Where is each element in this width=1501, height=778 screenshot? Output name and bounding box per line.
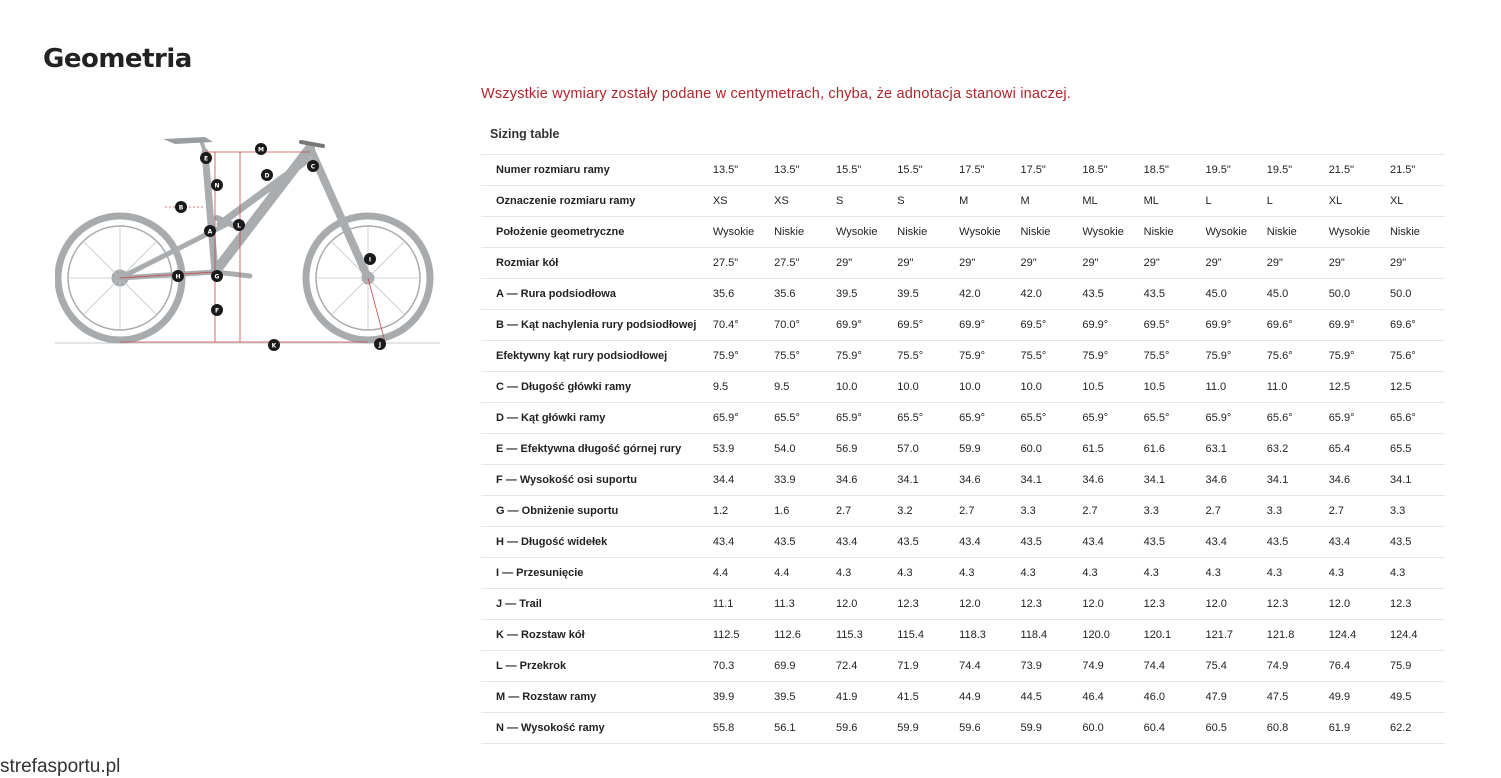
table-cell: 2.7 [829, 496, 890, 527]
table-cell: 12.5 [1322, 372, 1383, 403]
table-cell: 63.2 [1260, 434, 1322, 465]
table-cell: 65.9° [952, 403, 1013, 434]
table-cell: 69.9° [1075, 310, 1136, 341]
table-row [481, 434, 1445, 465]
table-cell: 39.9 [706, 682, 767, 713]
table-cell: 63.1 [1199, 434, 1260, 465]
table-row [481, 372, 1445, 403]
table-cell: 43.5 [1137, 527, 1199, 558]
table-cell: 50.0 [1322, 279, 1383, 310]
table-cell: 60.0 [1075, 713, 1136, 744]
row-label: Numer rozmiaru ramy [481, 155, 706, 186]
table-cell: 12.5 [1383, 372, 1445, 403]
table-cell: 50.0 [1383, 279, 1445, 310]
table-cell: 55.8 [706, 713, 767, 744]
table-cell: Wysokie [1322, 217, 1383, 248]
table-cell: 49.5 [1383, 682, 1445, 713]
table-cell: 73.9 [1013, 651, 1075, 682]
table-cell: 43.4 [1075, 527, 1136, 558]
table-cell: 70.4° [706, 310, 767, 341]
table-cell: 11.0 [1199, 372, 1260, 403]
table-cell: 59.9 [1013, 713, 1075, 744]
table-cell: 75.9° [1322, 341, 1383, 372]
table-cell: 61.5 [1075, 434, 1136, 465]
table-cell: 15.5" [890, 155, 952, 186]
table-cell: 3.3 [1260, 496, 1322, 527]
table-cell: 65.4 [1322, 434, 1383, 465]
table-cell: 9.5 [706, 372, 767, 403]
table-row [481, 558, 1445, 589]
table-cell: 65.6° [1383, 403, 1445, 434]
table-cell: 44.9 [952, 682, 1013, 713]
table-cell: 57.0 [890, 434, 952, 465]
table-cell: 70.0° [767, 310, 829, 341]
table-row [481, 341, 1445, 372]
table-cell: 12.0 [952, 589, 1013, 620]
table-cell: 27.5" [767, 248, 829, 279]
table-cell: 120.0 [1075, 620, 1136, 651]
table-cell: 74.9 [1260, 651, 1322, 682]
table-cell: 35.6 [706, 279, 767, 310]
table-cell: 3.3 [1383, 496, 1445, 527]
table-cell: 41.5 [890, 682, 952, 713]
table-cell: 112.5 [706, 620, 767, 651]
table-cell: 61.9 [1322, 713, 1383, 744]
row-label: I — Przesunięcie [481, 558, 706, 589]
units-note: Wszystkie wymiary zostały podane w centymetrach, chyba, że adnotacja stanowi inaczej. [481, 86, 1071, 102]
table-cell: 69.5° [1013, 310, 1075, 341]
watermark: strefasportu.pl [0, 756, 121, 777]
row-label: E — Efektywna długość górnej rury [481, 434, 706, 465]
table-row [481, 279, 1445, 310]
table-row [481, 465, 1445, 496]
row-label: J — Trail [481, 589, 706, 620]
label-j-marker: J [378, 341, 382, 349]
table-cell: 65.9° [706, 403, 767, 434]
table-cell: 34.1 [1260, 465, 1322, 496]
table-cell: 44.5 [1013, 682, 1075, 713]
table-cell: Wysokie [952, 217, 1013, 248]
table-cell: XS [706, 186, 767, 217]
table-cell: 2.7 [952, 496, 1013, 527]
table-cell: Niskie [767, 217, 829, 248]
table-cell: 59.9 [890, 713, 952, 744]
table-row [481, 248, 1445, 279]
table-cell: 29" [1013, 248, 1075, 279]
table-row [481, 496, 1445, 527]
sizing-table-panel[interactable] [481, 120, 1445, 750]
table-cell: 4.3 [829, 558, 890, 589]
table-cell: 75.6° [1260, 341, 1322, 372]
table-cell: 4.4 [767, 558, 829, 589]
table-cell: 19.5" [1260, 155, 1322, 186]
table-cell: 29" [1260, 248, 1322, 279]
table-cell: 43.5 [1137, 279, 1199, 310]
row-label: D — Kąt główki ramy [481, 403, 706, 434]
table-cell: 120.1 [1137, 620, 1199, 651]
table-cell: 61.6 [1137, 434, 1199, 465]
table-cell: 34.1 [1013, 465, 1075, 496]
table-cell: 69.5° [1137, 310, 1199, 341]
table-row [481, 527, 1445, 558]
row-label: Oznaczenie rozmiaru ramy [481, 186, 706, 217]
table-cell: 118.3 [952, 620, 1013, 651]
table-cell: 2.7 [1075, 496, 1136, 527]
table-cell: 1.2 [706, 496, 767, 527]
table-cell: 121.8 [1260, 620, 1322, 651]
table-cell: 34.6 [952, 465, 1013, 496]
table-cell: 43.5 [1075, 279, 1136, 310]
table-row [481, 310, 1445, 341]
table-cell: 29" [1383, 248, 1445, 279]
label-f-marker: F [214, 307, 220, 315]
table-cell: 34.1 [890, 465, 952, 496]
table-cell: ML [1137, 186, 1199, 217]
table-cell: 45.0 [1199, 279, 1260, 310]
table-cell: 49.9 [1322, 682, 1383, 713]
table-cell: 60.8 [1260, 713, 1322, 744]
table-cell: 43.5 [1383, 527, 1445, 558]
table-row [481, 682, 1445, 713]
table-cell: 29" [1199, 248, 1260, 279]
table-row [481, 713, 1445, 744]
label-k-marker: K [271, 342, 277, 350]
table-cell: 12.0 [1322, 589, 1383, 620]
table-cell: 65.5° [1137, 403, 1199, 434]
table-cell: 65.5° [1013, 403, 1075, 434]
table-cell: 75.9° [706, 341, 767, 372]
table-cell: 112.6 [767, 620, 829, 651]
table-cell: 9.5 [767, 372, 829, 403]
table-cell: M [952, 186, 1013, 217]
row-label: H — Długość widełek [481, 527, 706, 558]
table-cell: 60.0 [1013, 434, 1075, 465]
table-cell: 39.5 [829, 279, 890, 310]
table-row [481, 620, 1445, 651]
row-label: C — Długość główki ramy [481, 372, 706, 403]
table-cell: 71.9 [890, 651, 952, 682]
table-cell: 21.5" [1322, 155, 1383, 186]
table-cell: S [829, 186, 890, 217]
table-cell: 72.4 [829, 651, 890, 682]
table-cell: 59.6 [952, 713, 1013, 744]
table-cell: 29" [1075, 248, 1136, 279]
table-cell: 29" [829, 248, 890, 279]
table-cell: 12.0 [1199, 589, 1260, 620]
table-cell: 11.0 [1260, 372, 1322, 403]
table-cell: 43.4 [1322, 527, 1383, 558]
row-label: A — Rura podsiodłowa [481, 279, 706, 310]
table-cell: 42.0 [1013, 279, 1075, 310]
bike-geometry-diagram [55, 132, 445, 357]
table-cell: 12.0 [1075, 589, 1136, 620]
table-cell: 75.9° [1075, 341, 1136, 372]
table-row [481, 651, 1445, 682]
table-cell: 69.6° [1260, 310, 1322, 341]
table-cell: XL [1383, 186, 1445, 217]
table-cell: 47.5 [1260, 682, 1322, 713]
table-cell: 3.3 [1013, 496, 1075, 527]
table-cell: 47.9 [1199, 682, 1260, 713]
table-cell: 59.6 [829, 713, 890, 744]
table-cell: Wysokie [1075, 217, 1136, 248]
table-cell: 56.9 [829, 434, 890, 465]
table-cell: 53.9 [706, 434, 767, 465]
table-cell: 18.5" [1137, 155, 1199, 186]
table-cell: 43.4 [952, 527, 1013, 558]
table-cell: 121.7 [1199, 620, 1260, 651]
table-cell: 65.9° [1075, 403, 1136, 434]
geometry-table [481, 154, 1445, 744]
table-cell: 12.3 [890, 589, 952, 620]
table-cell: 75.5° [1013, 341, 1075, 372]
table-cell: 12.0 [829, 589, 890, 620]
table-cell: 69.9° [952, 310, 1013, 341]
table-cell: 4.3 [1322, 558, 1383, 589]
table-cell: 65.9° [829, 403, 890, 434]
table-cell: 75.6° [1383, 341, 1445, 372]
table-cell: 42.0 [952, 279, 1013, 310]
table-cell: 75.9° [829, 341, 890, 372]
table-cell: 10.0 [1013, 372, 1075, 403]
table-cell: 74.4 [1137, 651, 1199, 682]
table-cell: 115.3 [829, 620, 890, 651]
page-title: Geometria [43, 44, 192, 74]
table-cell: 46.4 [1075, 682, 1136, 713]
table-cell: 43.5 [767, 527, 829, 558]
row-label: N — Wysokość ramy [481, 713, 706, 744]
table-cell: 65.5° [767, 403, 829, 434]
table-cell: 69.6° [1383, 310, 1445, 341]
table-cell: 65.6° [1260, 403, 1322, 434]
table-cell: 75.9° [1199, 341, 1260, 372]
table-cell: 65.5° [890, 403, 952, 434]
table-row [481, 217, 1445, 248]
table-cell: 43.4 [706, 527, 767, 558]
table-cell: 4.3 [1013, 558, 1075, 589]
table-cell: 12.3 [1383, 589, 1445, 620]
table-cell: 34.6 [1199, 465, 1260, 496]
table-cell: Niskie [1260, 217, 1322, 248]
table-cell: 10.0 [829, 372, 890, 403]
table-cell: 39.5 [890, 279, 952, 310]
table-cell: 75.5° [767, 341, 829, 372]
table-cell: Wysokie [829, 217, 890, 248]
table-cell: 76.4 [1322, 651, 1383, 682]
table-cell: 60.4 [1137, 713, 1199, 744]
table-cell: 43.5 [890, 527, 952, 558]
table-cell: 70.3 [706, 651, 767, 682]
table-cell: 75.5° [890, 341, 952, 372]
table-cell: 34.6 [1322, 465, 1383, 496]
table-cell: 62.2 [1383, 713, 1445, 744]
table-cell: 34.1 [1383, 465, 1445, 496]
table-cell: Wysokie [706, 217, 767, 248]
table-cell: 4.3 [952, 558, 1013, 589]
table-cell: 33.9 [767, 465, 829, 496]
table-cell: Niskie [1013, 217, 1075, 248]
table-cell: 115.4 [890, 620, 952, 651]
table-cell: 11.1 [706, 589, 767, 620]
row-label: M — Rozstaw ramy [481, 682, 706, 713]
table-cell: 4.3 [890, 558, 952, 589]
table-cell: 17.5" [1013, 155, 1075, 186]
table-cell: 75.9 [1383, 651, 1445, 682]
table-cell: 18.5" [1075, 155, 1136, 186]
table-cell: 69.9° [1199, 310, 1260, 341]
table-cell: 43.5 [1013, 527, 1075, 558]
label-m-marker: M [258, 146, 264, 154]
table-cell: 4.4 [706, 558, 767, 589]
table-cell: 11.3 [767, 589, 829, 620]
table-cell: 21.5" [1383, 155, 1445, 186]
table-cell: 35.6 [767, 279, 829, 310]
table-cell: ML [1075, 186, 1136, 217]
table-cell: 69.9° [1322, 310, 1383, 341]
table-row [481, 403, 1445, 434]
label-d-marker: D [264, 172, 270, 180]
table-row [481, 589, 1445, 620]
table-cell: 12.3 [1260, 589, 1322, 620]
table-cell: 34.6 [829, 465, 890, 496]
table-cell: 69.9° [829, 310, 890, 341]
table-cell: 34.6 [1075, 465, 1136, 496]
table-cell: 75.5° [1137, 341, 1199, 372]
table-cell: 75.4 [1199, 651, 1260, 682]
table-cell: 4.3 [1260, 558, 1322, 589]
sizing-table-title: Sizing table [490, 127, 560, 141]
table-cell: 41.9 [829, 682, 890, 713]
table-cell: 118.4 [1013, 620, 1075, 651]
row-label: Efektywny kąt rury podsiodłowej [481, 341, 706, 372]
table-cell: 29" [952, 248, 1013, 279]
table-cell: Niskie [890, 217, 952, 248]
row-label: G — Obniżenie suportu [481, 496, 706, 527]
table-cell: 43.4 [1199, 527, 1260, 558]
table-cell: 74.9 [1075, 651, 1136, 682]
table-cell: 69.9 [767, 651, 829, 682]
table-cell: 17.5" [952, 155, 1013, 186]
table-cell: Niskie [1383, 217, 1445, 248]
label-a-marker: A [207, 228, 213, 236]
row-label: Położenie geometryczne [481, 217, 706, 248]
table-cell: 27.5" [706, 248, 767, 279]
table-row [481, 155, 1445, 186]
table-cell: 10.5 [1075, 372, 1136, 403]
table-row [481, 186, 1445, 217]
table-cell: 65.9° [1322, 403, 1383, 434]
table-cell: 124.4 [1383, 620, 1445, 651]
table-cell: 29" [1137, 248, 1199, 279]
table-cell: 13.5" [767, 155, 829, 186]
label-e-marker: E [203, 155, 209, 163]
table-cell: 46.0 [1137, 682, 1199, 713]
label-h-marker: H [175, 273, 181, 281]
row-label: F — Wysokość osi suportu [481, 465, 706, 496]
table-cell: 69.5° [890, 310, 952, 341]
table-cell: 4.3 [1199, 558, 1260, 589]
table-cell: 12.3 [1137, 589, 1199, 620]
table-cell: XL [1322, 186, 1383, 217]
table-cell: 65.5 [1383, 434, 1445, 465]
table-cell: 65.9° [1199, 403, 1260, 434]
label-i-marker: I [368, 256, 372, 264]
table-cell: 15.5" [829, 155, 890, 186]
table-cell: 74.4 [952, 651, 1013, 682]
table-cell: M [1013, 186, 1075, 217]
table-cell: 12.3 [1013, 589, 1075, 620]
table-cell: 34.4 [706, 465, 767, 496]
table-cell: L [1260, 186, 1322, 217]
table-cell: 124.4 [1322, 620, 1383, 651]
label-b-marker: B [178, 204, 184, 212]
table-cell: 3.2 [890, 496, 952, 527]
table-cell: 19.5" [1199, 155, 1260, 186]
table-cell: 39.5 [767, 682, 829, 713]
table-cell: 13.5" [706, 155, 767, 186]
label-c-marker: C [310, 163, 316, 171]
table-cell: 29" [1322, 248, 1383, 279]
table-cell: 29" [890, 248, 952, 279]
table-cell: 1.6 [767, 496, 829, 527]
table-cell: 34.1 [1137, 465, 1199, 496]
row-label: Rozmiar kół [481, 248, 706, 279]
table-cell: L [1199, 186, 1260, 217]
table-cell: S [890, 186, 952, 217]
row-label: L — Przekrok [481, 651, 706, 682]
table-cell: 54.0 [767, 434, 829, 465]
table-cell: 2.7 [1322, 496, 1383, 527]
table-cell: 75.9° [952, 341, 1013, 372]
label-l-marker: L [237, 222, 241, 230]
label-g-marker: G [214, 273, 220, 281]
table-cell: 43.4 [829, 527, 890, 558]
table-cell: 45.0 [1260, 279, 1322, 310]
table-cell: 3.3 [1137, 496, 1199, 527]
table-cell: 4.3 [1383, 558, 1445, 589]
label-n-marker: N [214, 182, 220, 190]
table-cell: 4.3 [1075, 558, 1136, 589]
table-cell: 4.3 [1137, 558, 1199, 589]
table-cell: 2.7 [1199, 496, 1260, 527]
row-label: K — Rozstaw kół [481, 620, 706, 651]
table-cell: Niskie [1137, 217, 1199, 248]
table-cell: 59.9 [952, 434, 1013, 465]
table-cell: 43.5 [1260, 527, 1322, 558]
table-cell: XS [767, 186, 829, 217]
table-cell: 56.1 [767, 713, 829, 744]
row-label: B — Kąt nachylenia rury podsiodłowej [481, 310, 706, 341]
table-cell: 60.5 [1199, 713, 1260, 744]
table-cell: 10.5 [1137, 372, 1199, 403]
table-cell: 10.0 [952, 372, 1013, 403]
table-cell: 10.0 [890, 372, 952, 403]
table-cell: Wysokie [1199, 217, 1260, 248]
